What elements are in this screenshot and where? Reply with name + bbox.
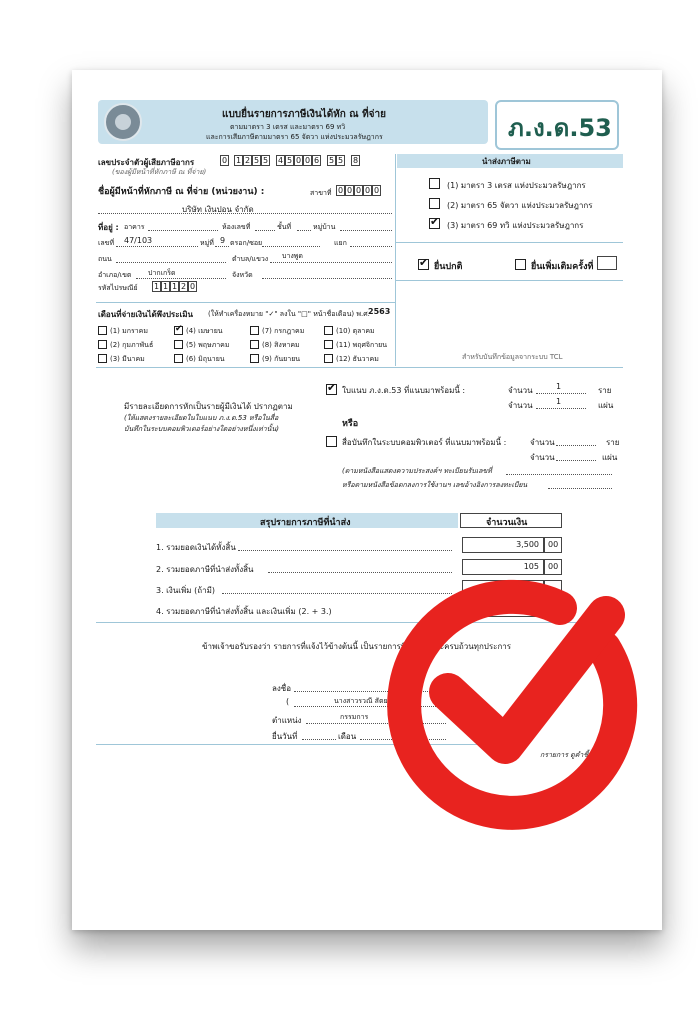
month-1-label: (1) มกราคม (110, 327, 148, 335)
month-4-label: (4) เมษายน (186, 327, 223, 335)
month-11-label: (11) พฤศจิกายน (336, 341, 388, 349)
detail-text-3: บันทึกในระบบคอมพิวเตอร์อย่างใดอย่างหนึ่งเท่านั้น) (124, 425, 279, 433)
section-3-checkbox[interactable] (429, 218, 440, 229)
branch-digit: 0 (346, 186, 353, 195)
month-7-label: (7) กรกฎาคม (262, 327, 305, 335)
section-2-checkbox[interactable] (429, 198, 440, 209)
tambon-label: ตำบล/แขวง (232, 255, 269, 263)
summary-row-4-label: 4. รวมยอดภาษีที่นำส่งทั้งสิ้น และเงินเพิ่ม (2. + 3.) (156, 607, 332, 616)
attach-count-label: จำนวน (508, 386, 533, 395)
summary-row-1-satang-value: 00 (548, 540, 559, 549)
address-label: ที่อยู่ : (98, 223, 119, 232)
summary-row-4-baht (462, 601, 544, 617)
month-3-label: (3) มีนาคม (110, 355, 145, 363)
normal-filing-checkbox[interactable] (418, 259, 429, 270)
yaek-label: แยก (334, 239, 347, 247)
media-count-line (556, 445, 596, 446)
additional-filing-label: ยื่นเพิ่มเติมครั้งที่ (531, 262, 594, 272)
attach-sheets: 1 (556, 397, 562, 406)
month-3-checkbox[interactable] (98, 354, 107, 363)
month-10-checkbox[interactable] (324, 326, 333, 335)
form-title: แบบยื่นรายการภาษีเงินได้หัก ณ ที่จ่าย (222, 109, 386, 120)
attach-sheets-line (536, 408, 586, 409)
amphoe-label: อำเภอ/เขต (98, 271, 132, 279)
media-unit-2: แผ่น (602, 453, 618, 462)
company-name-line (98, 213, 392, 214)
month-12-label: (12) ธันวาคม (336, 355, 379, 363)
summary-row-2-baht-value: 105 (523, 562, 539, 571)
attach-unit-1: ราย (598, 386, 612, 395)
media-checkbox[interactable] (326, 436, 337, 447)
media-sheets-line (556, 460, 596, 461)
revenue-dept-logo (104, 103, 142, 141)
taxid-digit: 0 (295, 156, 302, 165)
month-1-checkbox[interactable] (98, 326, 107, 335)
taxid-digits (220, 155, 390, 167)
divider (96, 302, 396, 303)
moo-line (215, 246, 229, 247)
branch-digits (336, 185, 396, 197)
month-header: เดือนที่จ่ายเงินได้พึงประเมิน (98, 310, 193, 319)
soi-label: ตรอก/ซอย (230, 239, 263, 247)
tcl-note: สำหรับบันทึกข้อมูลจากระบบ TCL (462, 353, 563, 361)
signer-name: นางสาวรวณี สัตยารักษ์ (334, 697, 405, 705)
summary-row-1-baht-value: 3,500 (516, 540, 539, 549)
floor-line (297, 230, 311, 231)
month-note: (ให้ทำเครื่องหมาย "✓" ลงใน "□" หน้าชื่อเดือน) พ.ศ. (208, 310, 370, 318)
month-10-label: (10) ตุลาคม (336, 327, 375, 335)
month-9-checkbox[interactable] (250, 354, 259, 363)
divider (96, 367, 623, 368)
media-label: สื่อบันทึกในระบบคอมพิวเตอร์ ที่แนบมาพร้อมนี้ : (342, 438, 507, 447)
divider (96, 744, 526, 745)
tambon-value: บางพูด (282, 252, 303, 260)
divider (96, 622, 623, 623)
road-line (116, 262, 226, 263)
position-line (306, 723, 446, 724)
sign-label: ลงชื่อ (272, 684, 292, 693)
branch-digit: 0 (337, 186, 344, 195)
detail-text-2: (ให้แสดงรายละเอียดในใบแนบ ภ.ง.ด.53 หรือในสื่อ (124, 414, 279, 422)
amphoe-value: ปากเกร็ด (148, 269, 176, 277)
soi-line (262, 246, 320, 247)
summary-row-3-label: 3. เงินเพิ่ม (ถ้ามี) (156, 586, 215, 595)
attach-count-label-2: จำนวน (508, 401, 533, 410)
month-2-label: (2) กุมภาพันธ์ (110, 341, 154, 349)
summary-row-3-satang (544, 580, 562, 596)
normal-filing-label: ยื่นปกติ (434, 262, 463, 272)
taxid-digit: 5 (337, 156, 344, 165)
month-8-label: (8) สิงหาคม (262, 341, 300, 349)
road-label: ถนน (98, 255, 112, 263)
submit-header: นำส่งภาษีตาม (482, 157, 531, 166)
village-label: หมู่บ้าน (313, 223, 336, 231)
attach-count: 1 (556, 382, 562, 391)
attach-count-line (536, 393, 586, 394)
taxid-label: เลขประจำตัวผู้เสียภาษีอากร (98, 158, 195, 167)
branch-digit: 0 (355, 186, 362, 195)
divider (395, 242, 623, 243)
date-label: ยื่นวันที่ (272, 732, 298, 741)
village-line (340, 230, 392, 231)
month-6-label: (6) มิถุนายน (186, 355, 225, 363)
summary-row-2-satang-value: 00 (548, 562, 559, 571)
postal-digits (152, 281, 202, 293)
summary-row-2-baht (462, 559, 544, 575)
summary-row-1-baht (462, 537, 544, 553)
taxid-digit: 5 (286, 156, 293, 165)
summary-row-3-baht (462, 580, 544, 596)
media-unit-1: ราย (606, 438, 620, 447)
attach-unit-2: แผ่น (598, 401, 614, 410)
taxid-digit: 5 (253, 156, 260, 165)
building-line (148, 230, 218, 231)
month-line (360, 739, 446, 740)
postal-digit: 0 (189, 282, 196, 291)
taxid-digit: 0 (221, 156, 228, 165)
branch-digit: 0 (373, 186, 380, 195)
divider (395, 280, 623, 281)
room-label: ห้องเลขที่ (222, 223, 251, 231)
month-11-checkbox[interactable] (324, 340, 333, 349)
attach-checkbox[interactable] (326, 384, 337, 395)
room-line (255, 230, 275, 231)
media-count-label-2: จำนวน (530, 453, 555, 462)
section-1-label: (1) มาตรา 3 เตรส แห่งประมวลรัษฎากร (447, 181, 586, 190)
taxid-note: (ของผู้มีหน้าที่หักภาษี ณ ที่จ่าย) (112, 168, 207, 176)
section-2-label: (2) มาตรา 65 จัตวา แห่งประมวลรัษฎากร (447, 201, 593, 210)
postal-digit: 1 (162, 282, 169, 291)
month-label: เดือน (338, 732, 357, 741)
taxid-digit: 2 (244, 156, 251, 165)
postal-digit: 1 (153, 282, 160, 291)
month-6-checkbox[interactable] (174, 354, 183, 363)
month-9-label: (9) กันยายน (262, 355, 301, 363)
building-label: อาคาร (124, 223, 145, 231)
form-subtitle-1: ตามมาตรา 3 เตรส และมาตรา 69 ทวิ (230, 123, 346, 131)
branch-digit: 0 (364, 186, 371, 195)
footer-note: กรายการ ดูคำชี้แจง (540, 751, 601, 759)
summary-row-3-dots (222, 593, 452, 594)
taxid-digit: 5 (328, 156, 335, 165)
month-7-checkbox[interactable] (250, 326, 259, 335)
certify-text: ข้าพเจ้าขอรับรองว่า รายการที่แจ้งไว้ข้างต้นนี้ เป็นรายการที่ถูกต้องและครบถ้วนทุกประการ (202, 642, 512, 651)
year-value: 2563 (368, 307, 391, 316)
signer-paren-open: ( (286, 697, 290, 706)
media-note-1: (ตามหนังสือแสดงความประสงค์ฯ ทะเบียนรับเลขที่ (342, 467, 492, 475)
position-label: ตำแหน่ง (272, 716, 302, 725)
month-8-checkbox[interactable] (250, 340, 259, 349)
taxid-digit: 5 (262, 156, 269, 165)
amphoe-line (136, 278, 226, 279)
date-line (302, 739, 336, 740)
month-5-checkbox[interactable] (174, 340, 183, 349)
media-note-2: หรือตามหนังสือข้อตกลงการใช้งานฯ เลขอ้างอิงการลงทะเบียน (342, 481, 528, 489)
summary-row-2-dots (268, 572, 452, 573)
summary-row-4-satang (544, 601, 562, 617)
additional-filing-checkbox[interactable] (515, 259, 526, 270)
signer-name-line (294, 706, 446, 707)
summary-row-1-satang (544, 537, 562, 553)
province-line (262, 278, 392, 279)
no-label: เลขที่ (98, 239, 115, 247)
amount-header: จำนวนเงิน (486, 518, 528, 528)
taxid-digit: 0 (304, 156, 311, 165)
media-note-1-line (506, 474, 612, 475)
sign-line (294, 691, 450, 692)
month-4-checkbox[interactable] (174, 326, 183, 335)
taxid-digit: 1 (235, 156, 242, 165)
media-count-label: จำนวน (530, 438, 555, 447)
postal-digit: 1 (171, 282, 178, 291)
month-2-checkbox[interactable] (98, 340, 107, 349)
month-5-label: (5) พฤษภาคม (186, 341, 230, 349)
section-1-checkbox[interactable] (429, 178, 440, 189)
tambon-line (270, 262, 392, 263)
detail-text-1: มีรายละเอียดการหักเป็นรายผู้มีเงินได้ ปรากฏตาม (124, 402, 293, 411)
floor-label: ชั้นที่ (277, 223, 292, 231)
moo-value: 9 (220, 236, 226, 245)
tax-form-page (72, 70, 662, 930)
position-value: กรรมการ (340, 713, 369, 721)
no-line (116, 246, 198, 247)
taxid-digit: 8 (352, 156, 359, 165)
summary-row-2-satang (544, 559, 562, 575)
form-subtitle-2: และการเสียภาษีตามมาตรา 65 จัตวา แห่งประมวลรัษฎากร (206, 133, 383, 141)
media-note-2-line (548, 488, 612, 489)
taxid-digit: 6 (313, 156, 320, 165)
summary-row-2-label: 2. รวมยอดภาษีที่นำส่งทั้งสิ้น (156, 565, 254, 574)
month-12-checkbox[interactable] (324, 354, 333, 363)
form-code: ภ.ง.ด.53 (508, 114, 612, 142)
signer-paren-close: ) (448, 697, 452, 706)
postal-label: รหัสไปรษณีย์ (98, 284, 138, 292)
taxid-digit: 4 (277, 156, 284, 165)
moo-label: หมู่ที่ (200, 239, 214, 247)
summary-row-1-label: 1. รวมยอดเงินได้ทั้งสิ้น (156, 543, 236, 552)
or-label: หรือ (342, 419, 359, 429)
additional-filing-number[interactable] (597, 256, 617, 270)
summary-row-1-dots (238, 550, 452, 551)
no-value: 47/103 (124, 236, 153, 245)
summary-header: สรุปรายการภาษีที่นำส่ง (260, 518, 351, 528)
section-3-label: (3) มาตรา 69 ทวิ แห่งประมวลรัษฎากร (447, 221, 584, 230)
province-label: จังหวัด (232, 271, 253, 279)
yaek-line (350, 246, 392, 247)
company-name: บริษัท เงินปอน จำกัด (182, 205, 254, 214)
attach-label: ใบแนบ ภ.ง.ด.53 ที่แนบมาพร้อมนี้ : (342, 386, 466, 395)
branch-label: สาขาที่ (310, 189, 332, 197)
postal-digit: 2 (180, 282, 187, 291)
payer-label: ชื่อผู้มีหน้าที่หักภาษี ณ ที่จ่าย (หน่วยงาน) : (98, 187, 265, 197)
